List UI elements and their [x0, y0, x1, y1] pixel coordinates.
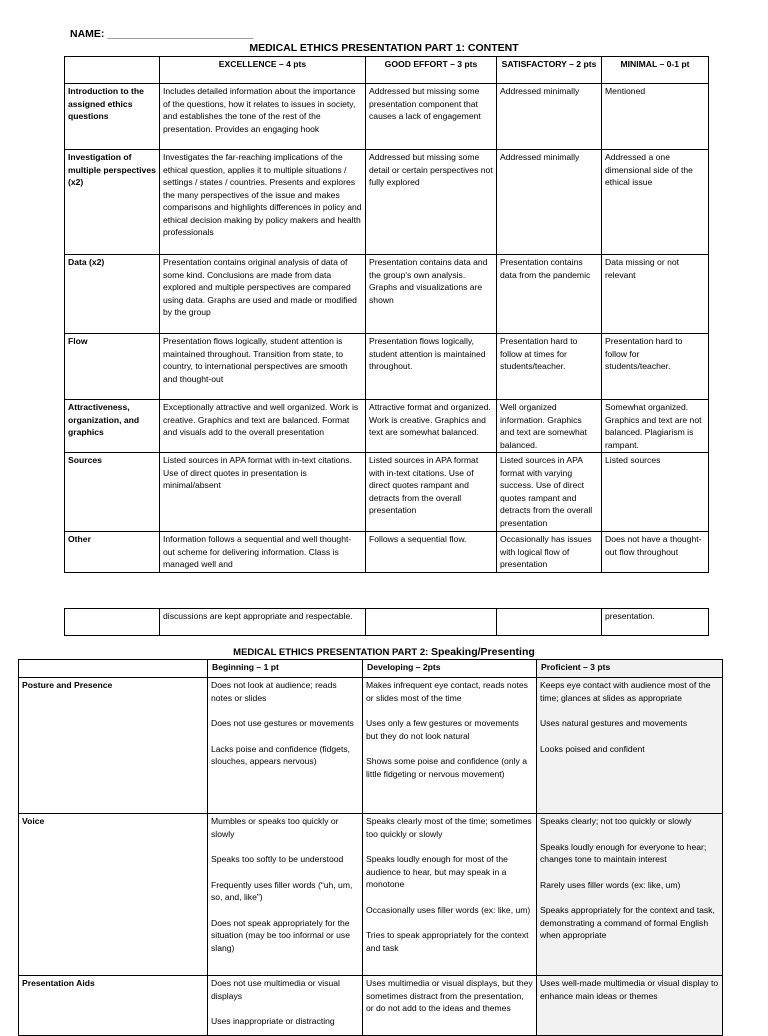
table-cell: [363, 678, 537, 814]
table-cell: Presentation contains original analysis of data of some kind. Conclusions are made from data explored and multiple perspectives are compared using data. Graphs are used and made or modified by the group: [160, 255, 366, 334]
table-cell: [208, 814, 363, 976]
table-cell: Does not have a thought-out flow throughout: [602, 532, 709, 573]
criterion-cell: Data (x2): [65, 255, 160, 334]
rubric-text: Does not use multimedia or visual displays: [211, 978, 340, 1001]
table-cell: Well organized information. Graphics and text are somewhat balanced.: [497, 400, 602, 453]
table-cell: Addressed minimally: [497, 84, 602, 150]
table-cell: [208, 976, 363, 1036]
table-cell: Presentation hard to follow at times for students/teacher.: [497, 334, 602, 400]
rubric-text: Tries to speak appropriately for the context and task: [366, 930, 529, 953]
table-cell: [537, 678, 723, 814]
table-cell: Investigates the far-reaching implications of the ethical question, applies it to multiple situations / settings / states / countries. Presents and explores the many perspectives of the issue and makes comparisons and highlights differences in policy and ethical decision making by policy makers and health professionals: [160, 150, 366, 255]
criterion-cell: Other: [65, 532, 160, 573]
part2-header-proficient: Proficient – 3 pts: [537, 660, 723, 678]
criterion-cell: Introduction to the assigned ethics questions: [65, 84, 160, 150]
part1-header-good-effort: GOOD EFFORT – 3 pts: [366, 57, 497, 84]
table-cell: Listed sources in APA format with varying success. Use of direct quotes rampant and detracts from the overall presentation: [497, 453, 602, 532]
table-cell: Presentation hard to follow for students/teacher.: [602, 334, 709, 400]
table-row: [65, 84, 709, 150]
table-cell: Exceptionally attractive and well organized. Work is creative. Graphics and text are balanced. Format and visuals add to the overall presentation: [160, 400, 366, 453]
rubric-text: Speaks too softly to be understood: [211, 854, 344, 864]
part1-rubric-table: [64, 56, 709, 573]
part2-header-beginning: Beginning – 1 pt: [208, 660, 363, 678]
table-cell: [537, 814, 723, 976]
rubric-text: Frequently uses filler words (“uh, um, so, and, like”): [211, 879, 353, 902]
part1-header-excellence: EXCELLENCE – 4 pts: [160, 57, 366, 84]
rubric-text: Uses multimedia or visual displays, but they sometimes distract from the presentation, or do not add to the ideas and themes: [366, 978, 533, 1013]
table-row: [65, 400, 709, 453]
criterion-cell: Flow: [65, 334, 160, 400]
part1-header-criterion: [65, 57, 160, 84]
table-cell: Attractive format and organized. Work is creative. Graphics and text are somewhat balanced.: [366, 400, 497, 453]
criterion-cell: Presentation Aids: [19, 976, 208, 1036]
table-cell: Follows a sequential flow.: [366, 532, 497, 573]
table-row: [19, 814, 723, 976]
rubric-text: Does not look at audience; reads notes or slides: [211, 680, 337, 703]
table-cell: Somewhat organized. Graphics and text are not balanced. Plagiarism is rampant.: [602, 400, 709, 453]
rubric-text: Does not speak appropriately for the situation (may be too informal or use slang): [211, 917, 350, 953]
part2-header-row: [19, 660, 723, 678]
part2-title-prefix: MEDICAL ETHICS PRESENTATION PART 2:: [233, 647, 431, 658]
table-cell: Listed sources in APA format with in-text citations. Use of direct quotes in presentation is minimal/absent: [160, 453, 366, 532]
rubric-text: Speaks appropriately for the context and task, demonstrating a command of formal English when appropriate: [540, 905, 715, 940]
table-cell: Addressed minimally: [497, 150, 602, 255]
part2-title-suffix: Speaking/Presenting: [430, 646, 535, 658]
part2-rubric-table: [18, 659, 723, 1036]
criterion-cell: Investigation of multiple perspectives (x2): [65, 150, 160, 255]
name-field-label: NAME: _________________________: [70, 28, 254, 40]
table-cell: Information follows a sequential and well thought-out scheme for delivering information. Class is managed well and: [160, 532, 366, 573]
rubric-text: Speaks loudly enough for most of the audience to hear, but may speak in a monotone: [366, 854, 508, 889]
table-row: [65, 334, 709, 400]
criterion-cell: Voice: [19, 814, 208, 976]
table-row: [65, 453, 709, 532]
table-cell: Presentation contains data and the group's own analysis. Graphs and visualizations are shown: [366, 255, 497, 334]
rubric-text: Occasionally uses filler words (ex: like, um): [366, 904, 531, 915]
table-row: [65, 532, 709, 573]
part2-header-criterion: [19, 660, 208, 678]
table-cell: [366, 609, 497, 636]
table-cell: Addressed a one dimensional side of the ethical issue: [602, 150, 709, 255]
table-cell: [208, 678, 363, 814]
criterion-cell: Attractiveness, organization, and graphics: [65, 400, 160, 453]
table-cell: discussions are kept appropriate and respectable.: [160, 609, 366, 636]
criterion-cell: Sources: [65, 453, 160, 532]
table-cell: Presentation flows logically, student attention is maintained throughout. Transition from state, to country, to international perspectives are smooth and thought-out: [160, 334, 366, 400]
rubric-text: Makes infrequent eye contact, reads notes or slides most of the time: [366, 680, 528, 703]
table-cell: [363, 814, 537, 976]
rubric-text: Speaks clearly; not too quickly or slowly: [540, 816, 692, 826]
table-row: [65, 150, 709, 255]
rubric-text: Lacks poise and confidence (fidgets, slouches, appears nervous): [211, 743, 351, 766]
table-row: [19, 976, 723, 1036]
rubric-text: Uses well-made multimedia or visual display to enhance main ideas or themes: [540, 978, 719, 1001]
rubric-text: Keeps eye contact with audience most of the time; glances at slides as appropriate: [540, 680, 711, 703]
part2-title: [0, 646, 768, 658]
rubric-text: Does not use gestures or movements: [211, 718, 354, 728]
table-cell: [497, 609, 602, 636]
table-cell: Occasionally has issues with logical flow of presentation: [497, 532, 602, 573]
table-row: [65, 255, 709, 334]
criterion-cell: Posture and Presence: [19, 678, 208, 814]
part2-header-developing: Developing – 2pts: [363, 660, 537, 678]
rubric-text: Shows some poise and confidence (only a little fidgeting or nervous movement): [366, 756, 527, 779]
part1-continuation-table: [64, 608, 709, 636]
rubric-text: Uses inappropriate or distracting: [211, 1016, 335, 1026]
table-cell: Presentation flows logically, student attention is maintained throughout.: [366, 334, 497, 400]
table-cell: Addressed but missing some presentation component that causes a lack of engagement: [366, 84, 497, 150]
part1-header-row: [65, 57, 709, 84]
rubric-text: Speaks clearly most of the time; sometimes too quickly or slowly: [366, 816, 532, 839]
table-cell: Listed sources: [602, 453, 709, 532]
criterion-cell: [65, 609, 160, 636]
rubric-text: Looks poised and confident: [540, 743, 645, 754]
table-cell: [537, 976, 723, 1036]
rubric-text: Uses natural gestures and movements: [540, 718, 688, 728]
rubric-text: Speaks loudly enough for everyone to hear; changes tone to maintain interest: [540, 841, 707, 864]
table-cell: [363, 976, 537, 1036]
rubric-text: Rarely uses filler words (ex: like, um): [540, 879, 681, 890]
table-row: [19, 678, 723, 814]
part1-header-minimal: MINIMAL – 0-1 pt: [602, 57, 709, 84]
table-cell: Addressed but missing some detail or certain perspectives not fully explored: [366, 150, 497, 255]
rubric-text: Uses only a few gestures or movements but they do not look natural: [366, 718, 519, 741]
rubric-text: Mumbles or speaks too quickly or slowly: [211, 816, 339, 839]
table-cell: Data missing or not relevant: [602, 255, 709, 334]
table-cell: Mentioned: [602, 84, 709, 150]
part1-title: MEDICAL ETHICS PRESENTATION PART 1: CONTENT: [249, 42, 519, 54]
table-cell: Includes detailed information about the importance of the questions, how it relates to issues in society, and establishes the tone of the rest of the presentation. Provides an engaging hook: [160, 84, 366, 150]
table-cell: Listed sources in APA format with in-text citations. Use of direct quotes rampant and detracts from the overall presentation: [366, 453, 497, 532]
table-row: [65, 609, 709, 636]
table-cell: presentation.: [602, 609, 709, 636]
part1-header-satisfactory: SATISFACTORY – 2 pts: [497, 57, 602, 84]
table-cell: Presentation contains data from the pandemic: [497, 255, 602, 334]
